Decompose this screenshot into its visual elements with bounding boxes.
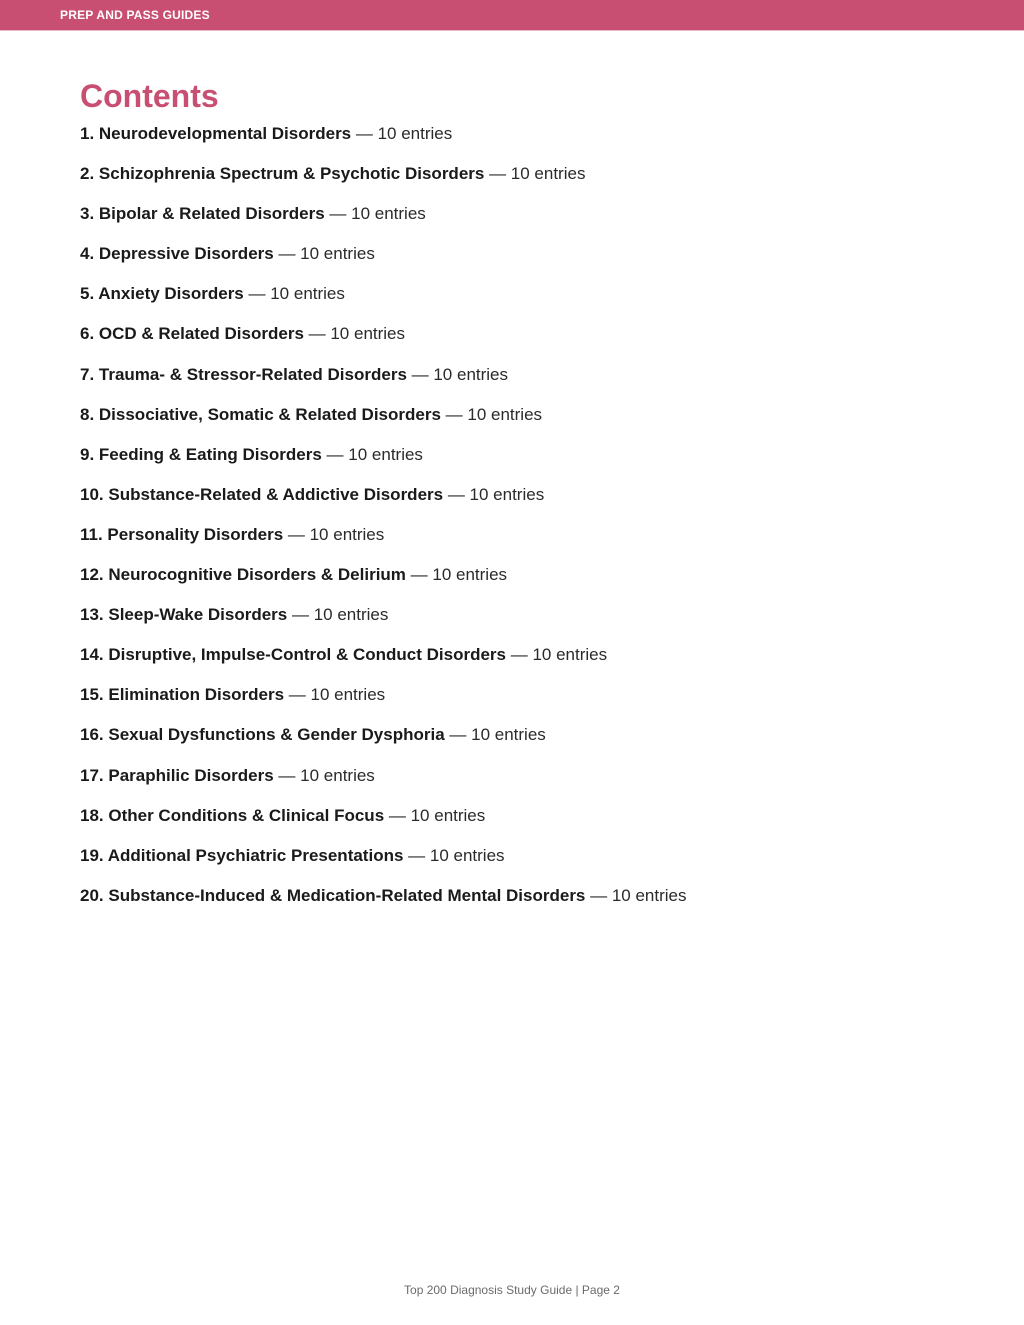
toc-entry-count: — 10 entries <box>351 124 453 143</box>
toc-entry-count: — 10 entries <box>243 284 345 304</box>
toc-entry <box>80 202 687 242</box>
toc-entry-count: — 10 entries <box>440 404 543 424</box>
toc-entry-title: 1. Neurodevelopmental Disorders <box>80 124 352 143</box>
toc-entry-count: — 10 entries <box>287 605 389 625</box>
toc-entry-title: 16. Sexual Dysfunctions & Gender Dysphoria <box>80 725 445 745</box>
toc-entry <box>80 322 687 362</box>
banner-divider <box>0 30 1024 31</box>
toc-entry-count: — 10 entries <box>444 725 546 745</box>
toc-entry-count: — 10 entries <box>384 805 486 825</box>
toc-entry <box>80 764 687 804</box>
toc-entry-title: 9. Feeding & Eating Disorders <box>80 444 322 464</box>
toc-entry <box>80 723 687 763</box>
toc-entry-title: 10. Substance-Related & Addictive Disorders <box>80 484 444 504</box>
toc-entry <box>80 162 687 202</box>
toc-entry-title: 7. Trauma- & Stressor-Related Disorders <box>80 364 407 384</box>
page-title: Contents <box>80 78 219 114</box>
toc-entry-count: — 10 entries <box>506 645 608 665</box>
toc-entry-count: — 10 entries <box>403 845 505 865</box>
page-footer: Top 200 Diagnosis Study Guide | Page 2 <box>404 1283 620 1297</box>
toc-entry-count: — 10 entries <box>405 565 508 585</box>
toc-entry-title: 15. Elimination Disorders <box>80 685 285 705</box>
toc-entry <box>80 282 687 322</box>
toc-entry <box>80 122 687 162</box>
toc-entry-title: 5. Anxiety Disorders <box>80 284 244 304</box>
toc-entry <box>80 643 687 683</box>
toc-entry <box>80 483 687 523</box>
toc-entry-title: 12. Neurocognitive Disorders & Delirium <box>80 565 406 585</box>
toc-entry-count: — 10 entries <box>273 244 375 264</box>
toc-entry <box>80 844 687 884</box>
toc-entry-count: — 10 entries <box>283 524 385 544</box>
toc-entry <box>80 523 687 563</box>
toc-entry <box>80 363 687 403</box>
toc-entry-title: 3. Bipolar & Related Disorders <box>80 204 325 224</box>
toc-entry-count: — 10 entries <box>406 364 509 384</box>
toc-entry-title: 13. Sleep-Wake Disorders <box>80 605 288 625</box>
toc-entry <box>80 242 687 282</box>
toc-entry-count: — 10 entries <box>321 444 423 464</box>
toc-entry-title: 19. Additional Psychiatric Presentations <box>80 845 404 865</box>
toc-entry <box>80 804 687 844</box>
table-of-contents <box>80 122 687 924</box>
top-banner <box>0 0 1024 30</box>
toc-entry <box>80 563 687 603</box>
toc-entry-count: — 10 entries <box>585 885 687 905</box>
toc-entry-title: 2. Schizophrenia Spectrum & Psychotic Disorders <box>80 164 485 184</box>
toc-entry-count: — 10 entries <box>443 484 545 504</box>
toc-entry <box>80 403 687 443</box>
toc-entry-title: 20. Substance-Induced & Medication-Related Mental Disorders <box>80 885 586 905</box>
toc-entry-title: 14. Disruptive, Impulse-Control & Conduct Disorders <box>80 645 507 665</box>
toc-entry-count: — 10 entries <box>273 765 375 785</box>
toc-entry-count: — 10 entries <box>303 324 406 344</box>
toc-entry <box>80 443 687 483</box>
toc-entry-count: — 10 entries <box>484 164 586 184</box>
toc-entry <box>80 884 687 924</box>
toc-entry-count: — 10 entries <box>324 204 426 224</box>
toc-entry-count: — 10 entries <box>284 685 386 705</box>
toc-entry-title: 6. OCD & Related Disorders <box>80 324 304 344</box>
toc-entry-title: 8. Dissociative, Somatic & Related Disorders <box>80 404 441 424</box>
toc-entry <box>80 603 687 643</box>
toc-entry-title: 17. Paraphilic Disorders <box>80 765 274 785</box>
toc-entry-title: 11. Personality Disorders <box>80 524 284 544</box>
toc-entry-title: 18. Other Conditions & Clinical Focus <box>80 805 385 825</box>
toc-entry-title: 4. Depressive Disorders <box>80 244 274 264</box>
banner-title: PREP AND PASS GUIDES <box>60 8 210 22</box>
toc-entry <box>80 683 687 723</box>
